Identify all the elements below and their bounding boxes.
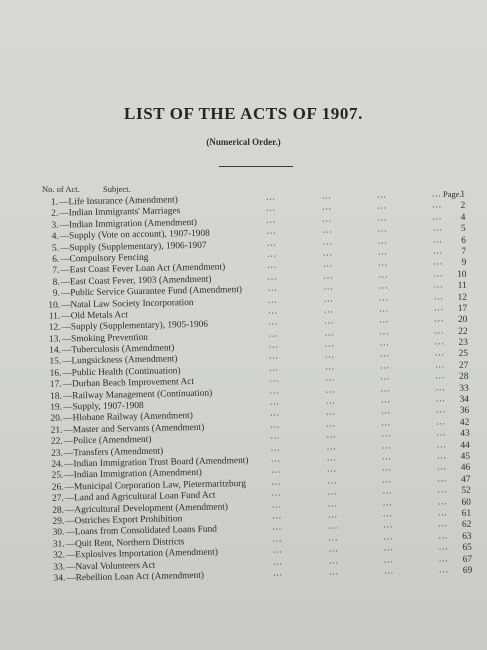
act-page-number: 20 (457, 315, 468, 326)
dot-leader: ... (438, 518, 449, 529)
dot-leader: ... (436, 427, 447, 438)
dot-leader: ... (437, 472, 448, 484)
act-page-number: 23 (458, 337, 468, 348)
dot-leader: ... (266, 225, 277, 236)
act-page-number: 22 (458, 326, 468, 337)
dot-leader: ... (433, 256, 444, 267)
dot-leader: ... (382, 473, 393, 485)
act-number: 16. (49, 368, 62, 379)
act-page-number: 61 (461, 508, 472, 519)
dot-leader: ... (270, 441, 281, 453)
dot-leader: ... (383, 553, 394, 564)
act-subject: —Lungsickness (Amendment) (62, 354, 178, 367)
act-number: 23. (51, 448, 63, 459)
dot-leader: ... (379, 325, 390, 337)
dot-leader: ... (433, 279, 444, 290)
dot-leader: ... (379, 314, 390, 325)
dot-leader: ... (379, 337, 390, 348)
dot-leader: ... (381, 417, 392, 428)
dot-leader: ... (432, 233, 443, 244)
dot-leader: ... (438, 507, 448, 518)
act-subject: —Life Insurance (Amendment) (58, 195, 178, 208)
act-page-number: 25 (458, 349, 469, 360)
act-page-number: 46 (460, 463, 471, 474)
dot-leader: ... (268, 316, 279, 327)
dot-leader: ... (377, 200, 388, 211)
act-number: 30. (52, 527, 65, 539)
act-subject: —Public Health (Continuation) (62, 366, 181, 379)
act-number: 20. (50, 413, 63, 425)
dot-leader: ... (324, 304, 335, 315)
act-number: 19. (50, 402, 63, 413)
dot-leader: ... (271, 476, 282, 487)
act-number: 18. (49, 391, 62, 402)
dot-leader: ... (432, 210, 443, 222)
dot-leader: ... (378, 268, 389, 280)
dot-leader: ... (435, 359, 446, 370)
dot-leader: ... (268, 328, 279, 339)
act-subject: —Indian Immigrants' Marriages (59, 206, 181, 219)
dot-leader: ... (328, 520, 339, 531)
act-number: 22. (50, 436, 63, 447)
dot-leader: ... (321, 190, 332, 201)
act-subject: —Quit Rent, Northern Districts (65, 536, 185, 550)
dot-leader: ... (327, 475, 338, 486)
dot-leader: ... (265, 191, 276, 202)
act-subject: —Supply, 1907-1908 (62, 401, 144, 413)
act-subject: —Police (Amendment) (63, 435, 152, 447)
act-number: 12. (48, 322, 61, 334)
act-subject: —Naval Volunteers Act (65, 560, 156, 572)
act-page-number: 7 (461, 246, 467, 257)
dot-leader: ... (270, 430, 281, 441)
act-subject: —Old Metals Act (61, 310, 129, 322)
act-number: 33. (53, 562, 66, 573)
dot-leader: ... (322, 235, 333, 247)
dot-leader: ... (326, 452, 337, 463)
dot-leader: ... (269, 396, 280, 407)
act-page-number: 42 (459, 417, 470, 428)
dot-leader: ... (436, 450, 447, 461)
dot-leader: ... (438, 541, 449, 552)
act-number: 17. (49, 379, 62, 391)
dot-leader: ... (379, 348, 390, 359)
act-page-number: 11 (457, 280, 467, 292)
dot-leader: ... (380, 382, 391, 394)
dot-leader: ... (377, 246, 388, 257)
act-number: 5. (51, 243, 60, 254)
dot-leader: ... (435, 370, 446, 381)
act-number: 25. (51, 470, 64, 482)
act-number: 3. (51, 220, 59, 231)
dot-leader: ... (270, 419, 281, 430)
dot-leader: ... (435, 393, 446, 404)
title-divider (219, 166, 293, 167)
act-page-number: 12 (457, 292, 468, 303)
act-number: 7. (52, 265, 60, 277)
dot-leader: ... (272, 533, 283, 544)
act-subject: —Tuberculosis (Amendment) (61, 343, 175, 356)
dot-leader: ... (434, 313, 445, 324)
act-page-number: 10 (457, 269, 467, 280)
dot-leader: ... (268, 339, 279, 350)
dot-leader: ... (431, 188, 442, 199)
act-page-number: 6 (461, 235, 466, 246)
act-page-number: 9 (461, 258, 467, 269)
dot-leader: ... (380, 394, 391, 405)
dot-leader: ... (377, 212, 388, 223)
act-subject: —Hlobane Railway (Amendment) (63, 411, 193, 424)
dot-leader: ... (322, 224, 333, 235)
dot-leader: ... (322, 201, 333, 212)
act-subject: —Agricultural Development (Amendment) (64, 501, 229, 516)
act-page-number: 33 (459, 383, 469, 394)
act-number: 34. (53, 573, 66, 584)
dot-leader: ... (323, 247, 333, 258)
dot-leader: ... (268, 350, 279, 362)
act-page-number: 36 (459, 406, 470, 417)
dot-leader: ... (324, 315, 335, 326)
dot-leader: ... (266, 236, 277, 248)
dot-leader: ... (266, 214, 277, 225)
dot-leader: ... (266, 202, 277, 213)
act-number: 32. (53, 550, 65, 561)
dot-leader: ... (438, 529, 449, 541)
act-number: 28. (52, 505, 65, 516)
act-number: 29. (52, 516, 65, 527)
act-subject: —Master and Servants (Amendment) (63, 422, 205, 436)
dot-leader: ... (437, 495, 448, 506)
dot-leader: ... (377, 223, 388, 234)
act-subject: —Loans from Consolidated Loans Fund (65, 524, 218, 538)
act-page-number: 65 (462, 542, 472, 553)
dot-leader: ... (378, 257, 389, 268)
act-page-number: 45 (460, 451, 471, 462)
dot-leader: ... (325, 372, 336, 383)
dot-leader: ... (327, 486, 338, 497)
dot-leader: ... (378, 291, 389, 302)
act-number: 24. (51, 459, 64, 470)
act-number: 2. (51, 208, 59, 220)
dot-leader: ... (323, 258, 334, 269)
page-subtitle: (Numerical Order.) (206, 137, 281, 147)
act-subject: —Explosives Importation (Amendment) (65, 547, 219, 561)
dot-leader: ... (328, 543, 339, 554)
act-page-number: 27 (458, 360, 469, 371)
dot-leader: ... (376, 189, 387, 200)
dot-leader: ... (383, 530, 394, 542)
dot-leader: ... (324, 326, 335, 338)
dot-leader: ... (435, 381, 446, 393)
act-subject: —Land and Agricultural Loan Fund Act (64, 490, 216, 504)
dot-leader: ... (436, 404, 446, 415)
dot-leader: ... (324, 349, 335, 360)
dot-leader: ... (439, 564, 450, 575)
act-page-number: 63 (462, 531, 472, 542)
dot-leader: ... (432, 245, 443, 256)
act-subject: —East Coast Fever Loan Act (Amendment) (60, 262, 226, 276)
dot-leader: ... (269, 385, 280, 396)
dot-leader: ... (325, 361, 336, 372)
dot-leader: ... (326, 429, 337, 440)
act-subject: —Indian Immigration (Amendment) (64, 468, 202, 481)
act-subject: —Municipal Corporation Law, Pietermaritzburg (64, 478, 247, 493)
act-page-number: 1 (460, 189, 466, 200)
dot-leader: ... (267, 248, 277, 259)
column-header-number: No. of Act. (42, 184, 80, 194)
column-header-subject: Subject. (103, 184, 131, 194)
dot-leader: ... (271, 487, 282, 498)
dot-leader: ... (270, 453, 281, 464)
act-subject: —Public Service Guarantee Fund (Amendment) (60, 285, 243, 299)
act-page-number: 69 (462, 565, 473, 576)
acts-list (36, 190, 473, 585)
act-page-number: 17 (457, 303, 468, 314)
act-subject: —Supply (Supplementary), 1905-1906 (61, 320, 209, 333)
act-number: 31. (52, 539, 65, 550)
dot-leader: ... (381, 428, 392, 439)
dot-leader: ... (272, 510, 282, 521)
page-title: LIST OF THE ACTS OF 1907. (124, 104, 363, 123)
dot-leader: ... (436, 438, 447, 449)
act-subject: —Supply (Vote on account), 1907-1908 (59, 228, 210, 242)
dot-leader: ... (327, 463, 338, 474)
dot-leader: ... (325, 395, 336, 406)
dot-leader: ... (269, 373, 280, 384)
dot-leader: ... (323, 270, 334, 281)
dot-leader: ... (267, 293, 278, 305)
dot-leader: ... (382, 496, 393, 507)
act-page-number: 28 (459, 371, 469, 383)
act-page-number: 2 (460, 201, 466, 212)
dot-leader: ... (381, 439, 392, 450)
dot-leader: ... (436, 415, 447, 427)
dot-leader: ... (438, 552, 449, 563)
dot-leader: ... (324, 338, 335, 349)
dot-leader: ... (380, 360, 391, 371)
act-subject: —Transfers (Amendment) (63, 446, 164, 459)
dot-leader: ... (383, 519, 394, 530)
act-page-number: 5 (460, 223, 466, 235)
dot-leader: ... (272, 555, 283, 567)
dot-leader: ... (434, 347, 445, 358)
act-number: 14. (49, 345, 62, 356)
act-subject: —Supply (Supplementary), 1906-1907 (59, 240, 207, 254)
dot-leader: ... (379, 303, 390, 314)
act-number: 15. (49, 357, 62, 368)
act-subject: —Indian Immigration Trust Board (Amendment) (64, 455, 249, 470)
act-page-number: 52 (461, 485, 471, 497)
dot-leader: ... (382, 485, 393, 496)
dot-leader: ... (384, 565, 395, 576)
dot-leader: ... (267, 259, 278, 270)
act-number: 13. (48, 334, 61, 345)
dot-leader: ... (325, 383, 336, 395)
dot-leader: ... (323, 281, 334, 292)
act-number: 11. (48, 311, 61, 322)
act-subject: —Indian Immigration (Amendment) (59, 217, 198, 231)
dot-leader: ... (267, 271, 278, 282)
dot-leader: ... (272, 521, 283, 532)
dot-leader: ... (381, 451, 392, 462)
act-page-number: 60 (461, 497, 472, 508)
dot-leader: ... (434, 302, 445, 313)
dot-leader: ... (326, 418, 337, 429)
dot-leader: ... (267, 282, 278, 293)
act-page-number: 4 (460, 212, 466, 223)
dot-leader: ... (326, 440, 337, 452)
act-subject: —Ostriches Export Prohibition (65, 514, 183, 527)
dot-leader: ... (378, 280, 389, 291)
dot-leader: ... (322, 213, 333, 224)
dot-leader: ... (383, 508, 393, 519)
dot-leader: ... (271, 464, 282, 475)
act-page-number: 34 (459, 394, 470, 405)
dot-leader: ... (326, 406, 337, 417)
column-header-page: Page. (443, 189, 462, 199)
dot-leader: ... (380, 371, 391, 382)
act-page-number: 44 (460, 440, 470, 451)
dot-leader: ... (327, 497, 338, 508)
dot-leader: ... (272, 544, 283, 555)
act-subject: —East Coast Fever, 1903 (Amendment) (60, 274, 212, 288)
act-page-number: 67 (462, 554, 473, 565)
dot-leader: ... (271, 498, 282, 510)
act-number: 6. (52, 254, 60, 265)
dot-leader: ... (273, 567, 284, 578)
dot-leader: ... (268, 305, 279, 316)
act-number: 4. (51, 231, 59, 242)
dot-leader: ... (382, 462, 393, 473)
dot-leader: ... (270, 407, 281, 418)
dot-leader: ... (381, 405, 391, 416)
act-subject: —Durban Beach Improvement Act (62, 377, 195, 390)
dot-leader: ... (437, 484, 448, 495)
act-subject: —Natal Law Society Incorporation (60, 297, 194, 311)
dot-leader: ... (323, 292, 334, 304)
dot-leader: ... (432, 222, 443, 233)
act-number: 26. (51, 482, 64, 493)
dot-leader: ... (328, 554, 339, 565)
dot-leader: ... (328, 531, 339, 543)
act-page-number: 43 (460, 428, 470, 440)
dot-leader: ... (328, 509, 338, 520)
dot-leader: ... (329, 566, 340, 577)
act-number: 9. (52, 288, 60, 299)
act-number: 21. (50, 425, 63, 436)
act-subject: —Railway Management (Continuation) (62, 388, 213, 402)
dot-leader: ... (434, 324, 445, 336)
dot-leader: ... (434, 336, 445, 347)
dot-leader: ... (433, 290, 444, 301)
dot-leader: ... (432, 199, 443, 210)
act-subject: —Smoking Prevention (61, 332, 148, 345)
act-number: 27. (51, 493, 64, 504)
act-page-number: 62 (461, 520, 472, 531)
act-number: 8. (52, 277, 60, 288)
act-number: 10. (48, 300, 61, 311)
dot-leader: ... (269, 362, 280, 373)
act-subject: —Rebellion Loan Act (Amendment) (66, 570, 205, 584)
dot-leader: ... (377, 234, 388, 246)
dot-leader: ... (437, 461, 448, 472)
act-subject: —Compulsory Fencing (60, 252, 149, 265)
dot-leader: ... (433, 267, 444, 279)
act-number: 1. (50, 197, 59, 208)
dot-leader: ... (383, 542, 394, 553)
act-page-number: 47 (461, 474, 471, 485)
